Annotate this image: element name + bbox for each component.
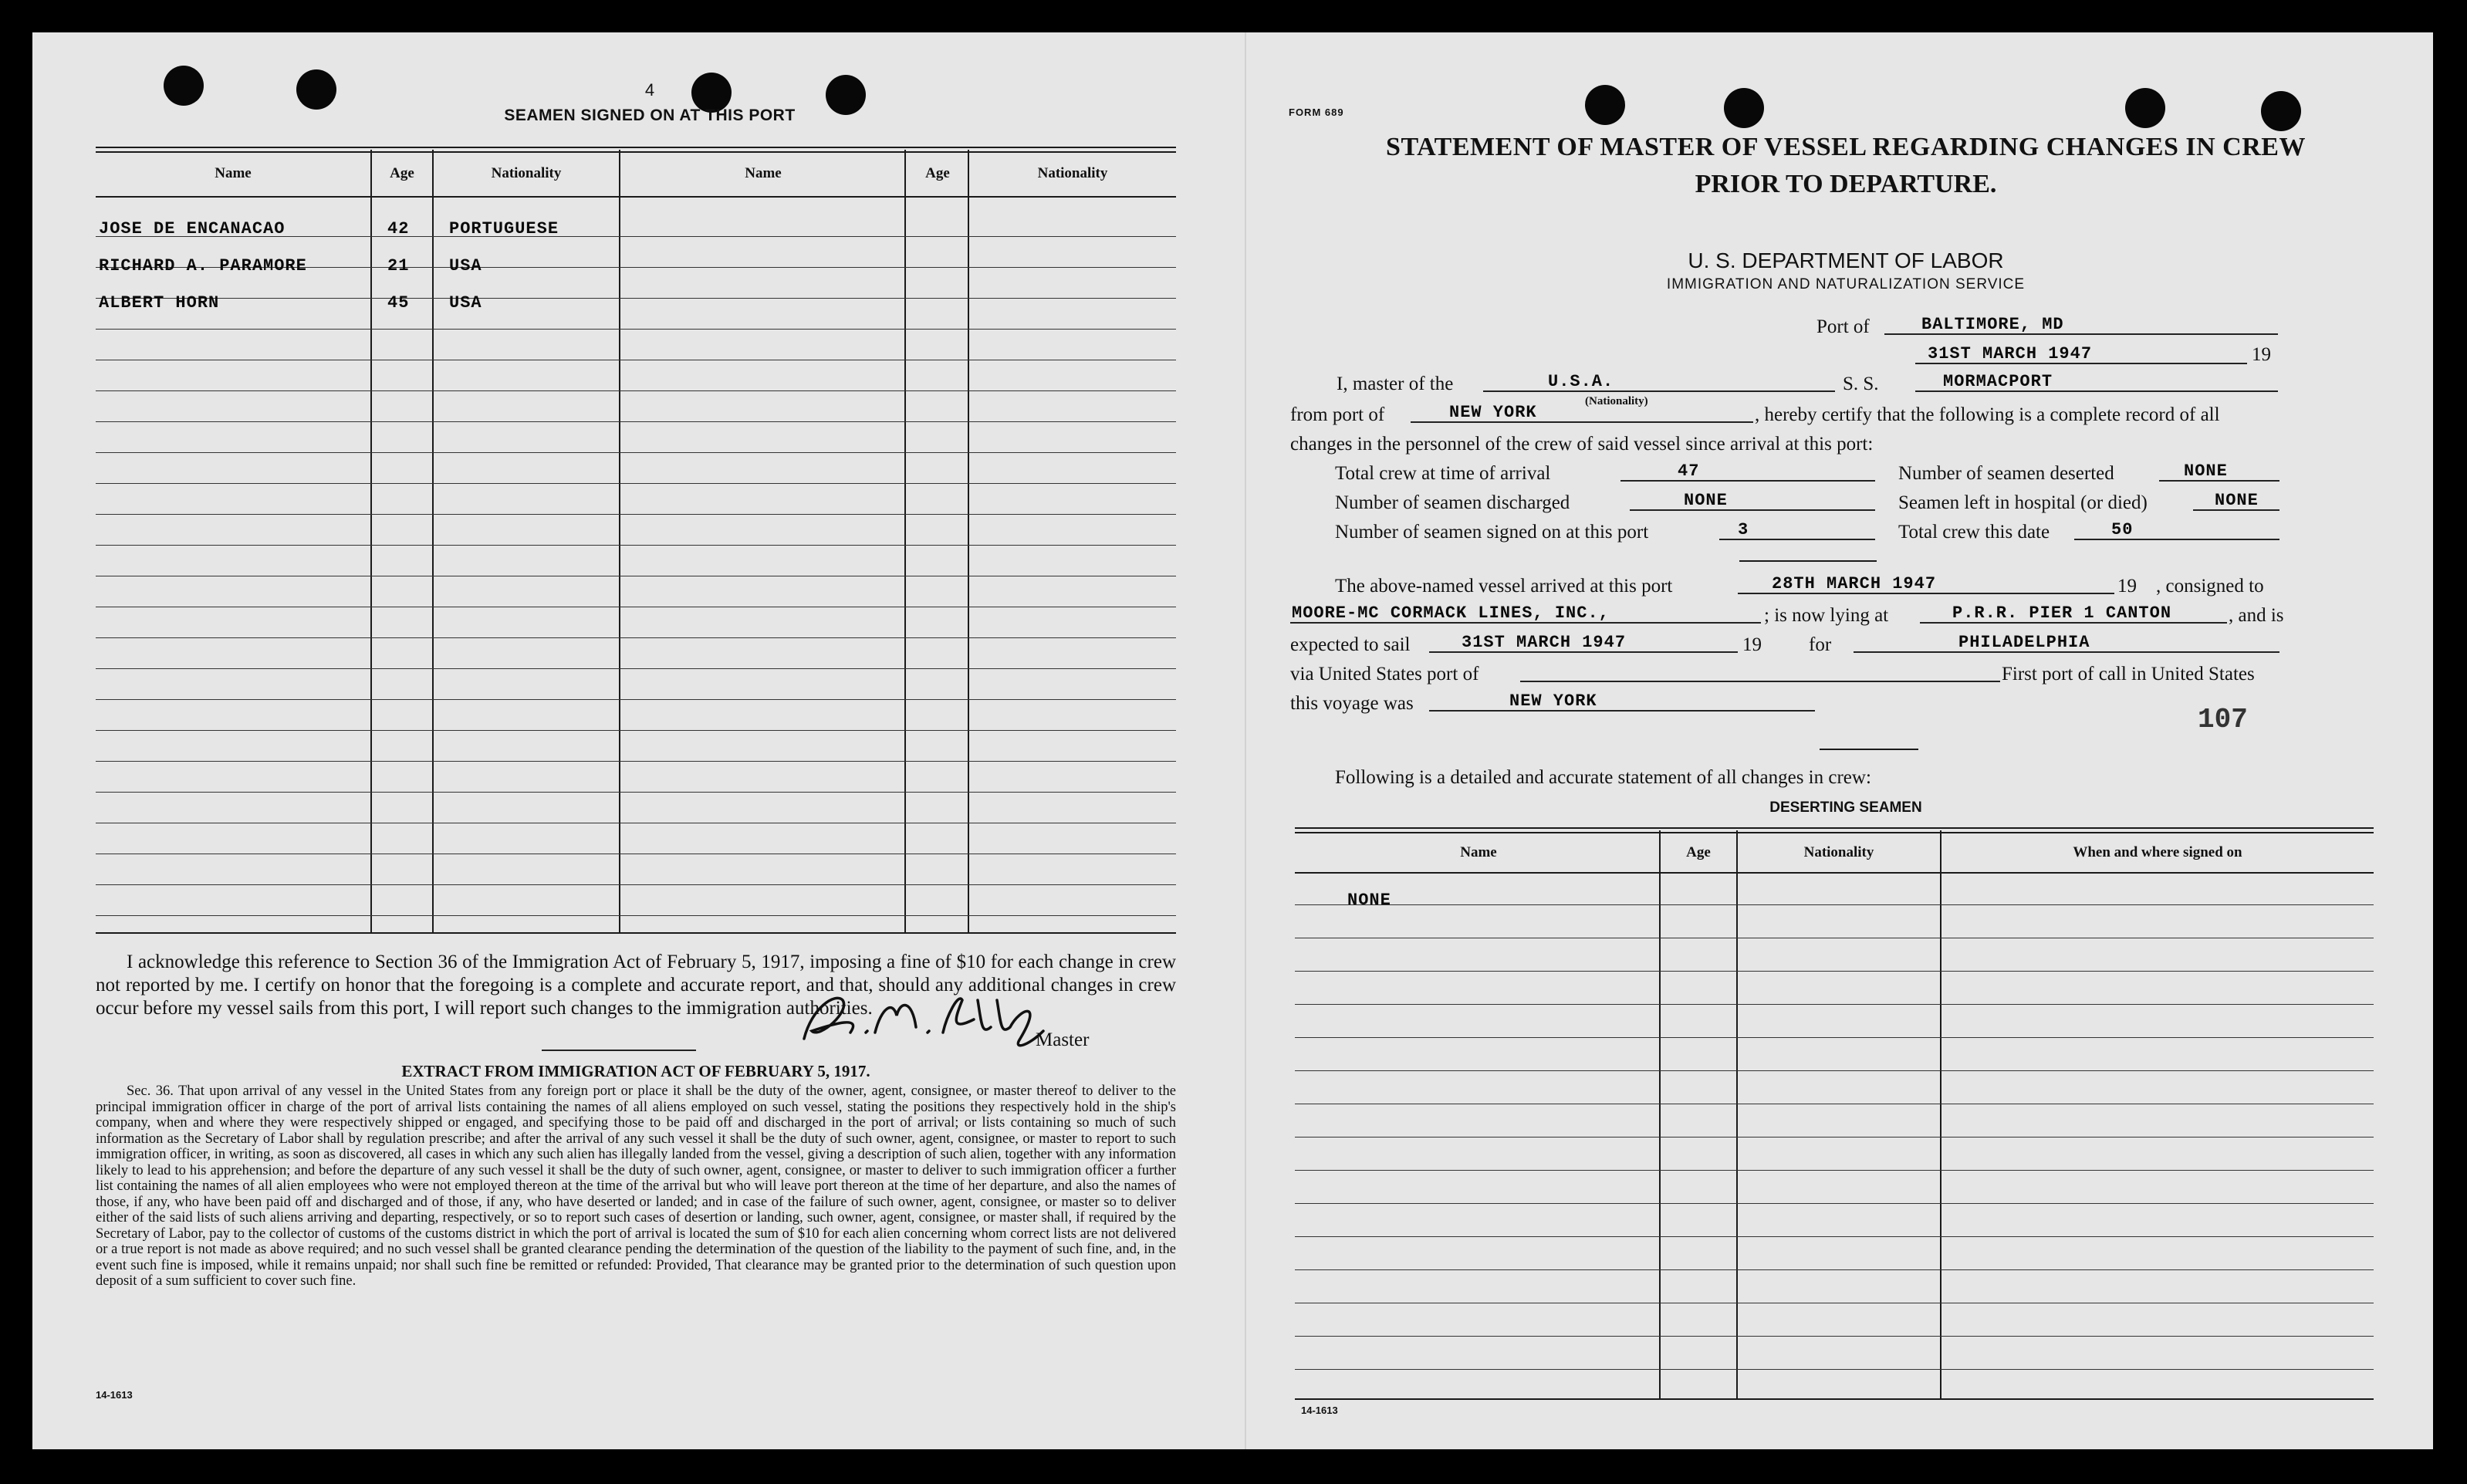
lying-value: P.R.R. PIER 1 CANTON bbox=[1952, 603, 2172, 623]
deserting-first-row: NONE bbox=[1347, 891, 1391, 910]
total-crew-arrival-value: 47 bbox=[1678, 461, 1700, 481]
deserting-column-signed-on: When and where signed on bbox=[2073, 844, 2242, 860]
crew-nationality: PORTUGUESE bbox=[449, 219, 559, 238]
hospital-label: Seamen left in hospital (or died) bbox=[1898, 492, 2148, 513]
punch-hole bbox=[2125, 88, 2165, 128]
punch-hole bbox=[1724, 88, 1764, 128]
certify-text: , hereby certify that the following is a complete record of all bbox=[1755, 404, 2220, 425]
table-row-line bbox=[96, 390, 1176, 391]
table-bottom-rule bbox=[1295, 1398, 2374, 1400]
table-row-line bbox=[96, 730, 1176, 731]
document-sheet bbox=[32, 32, 2433, 1449]
from-port-value: NEW YORK bbox=[1449, 403, 1537, 422]
and-is-label: , and is bbox=[2229, 605, 2284, 626]
table-bottom-rule bbox=[96, 932, 1176, 934]
table-row-line bbox=[96, 699, 1176, 700]
table-row-line bbox=[1295, 971, 2374, 972]
consignee-value: MOORE-MC CORMACK LINES, INC., bbox=[1292, 603, 1610, 623]
separator-rule bbox=[1739, 560, 1877, 562]
master-of-label: I, master of the bbox=[1337, 374, 1454, 394]
service-name: IMMIGRATION AND NATURALIZATION SERVICE bbox=[1666, 276, 2026, 292]
deserted-label: Number of seamen deserted bbox=[1898, 463, 2114, 484]
crew-name: RICHARD A. PARAMORE bbox=[99, 256, 307, 276]
table-row-line bbox=[1295, 1369, 2374, 1370]
table-row bbox=[99, 293, 219, 313]
crew-age: 21 bbox=[387, 256, 410, 276]
crew-age: 42 bbox=[387, 219, 410, 238]
column-header-name: Name bbox=[215, 165, 252, 181]
expected-label: expected to sail bbox=[1290, 634, 1411, 655]
column-divider bbox=[1659, 830, 1661, 1400]
port-label: Port of bbox=[1816, 316, 1870, 337]
table-row-line bbox=[96, 884, 1176, 885]
nationality-line bbox=[1483, 390, 1835, 392]
table-row-line bbox=[96, 792, 1176, 793]
nationality-caption: (Nationality) bbox=[1585, 395, 1648, 407]
punch-hole bbox=[1585, 85, 1625, 125]
page-fold bbox=[1245, 32, 1246, 1449]
extract-text: Sec. 36. That upon arrival of any vessel in the United States from any foreign port or place it shall be the duty of the owner, agent, consignee, or master thereof to deliver to the principal immigration officer in charge of the port of arrival lists containing the names of all aliens employed on such vessel, stating the positions they respectively hold in the ship's company, when and where they were respectively shipped or engaged, and specifying those to be paid off and discharged in the port of arrival; or lists containing so much of such information as the Secretary of Labor shall by regulation prescribe; and after the arrival of any such vessel it shall be the duty of such owner, agent, consignee, or master to report to such immigration officer, in writing, as soon as discovered, all cases in which any such alien has illegally landed from the vessel, giving a description of such alien, together with any information likely to lead to his apprehension; and before the departure of any such vessel it shall be the duty of such owner, agent, consignee, or master to deliver to such immigration officer a further list containing the names of all alien employees who were not employed thereon at the time of the arrival but who will leave port thereon at the time of her departure, and also the names of those, if any, who have been paid off and discharged and of those, if any, who have deserted or landed; and in case of the failure of such owner, agent, consignee, or master so to deliver either of the said lists of such aliens arriving and departing, respectively, or so to report such cases of desertion or landing, such owner, agent, consignee, or master shall, if required by the Secretary of Labor, pay to the collector of customs of the customs district in which the port of arrival is located the sum of $10 for each alien concerning whom correct lists are not delivered or a true report is not made as above required; and no such vessel shall be granted clearance pending the determination of the question of the liability to the payment of such fine, and, in the event such fine is imposed, while it remains unpaid; nor shall such fine be remitted or refunded: Provided, That clearance may be granted prior to the determination of such question upon deposit of a sum sufficient to cover such fine. bbox=[96, 1083, 1176, 1289]
table-row-line bbox=[1295, 1004, 2374, 1005]
extract-title: EXTRACT FROM IMMIGRATION ACT OF FEBRUARY 5, 1917. bbox=[401, 1062, 870, 1080]
page-number: 4 bbox=[644, 80, 655, 100]
table-row-line bbox=[96, 915, 1176, 916]
separator-rule bbox=[1820, 749, 1918, 750]
table-header-rule bbox=[96, 196, 1176, 198]
table-row-line bbox=[96, 545, 1176, 546]
table-top-rule bbox=[1295, 827, 2374, 829]
first-port-label: First port of call in United States bbox=[2002, 664, 2255, 685]
discharged-value: NONE bbox=[1684, 491, 1728, 510]
table-row-line bbox=[96, 452, 1176, 453]
arrived-label: The above-named vessel arrived at this port bbox=[1335, 576, 1673, 597]
expected-value: 31ST MARCH 1947 bbox=[1462, 633, 1627, 652]
via-label: via United States port of bbox=[1290, 664, 1479, 685]
lying-label: ; is now lying at bbox=[1764, 605, 1889, 626]
deserting-column-nationality: Nationality bbox=[1803, 844, 1874, 860]
left-heading: SEAMEN SIGNED ON AT THIS PORT bbox=[504, 106, 796, 124]
right-form-code: 14-1613 bbox=[1301, 1405, 1338, 1416]
table-row-line bbox=[1295, 1037, 2374, 1038]
changes-text: changes in the personnel of the crew of said vessel since arrival at this port: bbox=[1290, 434, 1874, 455]
table-row-line bbox=[1295, 1137, 2374, 1138]
table-row-line bbox=[96, 761, 1176, 762]
total-crew-arrival-label: Total crew at time of arrival bbox=[1335, 463, 1551, 484]
punch-hole bbox=[164, 66, 204, 106]
crew-name: JOSE DE ENCANACAO bbox=[99, 219, 286, 238]
total-crew-date-line bbox=[2074, 539, 2279, 540]
table-row-line bbox=[96, 668, 1176, 669]
deserting-column-name: Name bbox=[1460, 844, 1497, 860]
ss-label: S. S. bbox=[1843, 374, 1879, 394]
table-header-rule bbox=[1295, 872, 2374, 874]
table-row-line bbox=[1295, 904, 2374, 905]
discharged-line bbox=[1630, 509, 1875, 511]
table-row bbox=[99, 219, 285, 238]
master-label: Master bbox=[1036, 1029, 1090, 1050]
voyage-value: NEW YORK bbox=[1509, 691, 1597, 711]
expected-year-prefix: 19 bbox=[1742, 634, 1762, 655]
column-divider bbox=[1736, 830, 1738, 1400]
consigned-label: , consigned to bbox=[2156, 576, 2264, 597]
crew-nationality: USA bbox=[449, 256, 482, 276]
table-row-line bbox=[96, 298, 1176, 299]
table-top-rule bbox=[96, 151, 1176, 153]
table-row-line bbox=[96, 329, 1176, 330]
nationality-value: U.S.A. bbox=[1548, 372, 1614, 391]
table-row-line bbox=[1295, 1203, 2374, 1204]
table-row-line bbox=[1295, 1170, 2374, 1171]
form-number: FORM 689 bbox=[1289, 106, 1344, 118]
crew-age: 45 bbox=[387, 293, 410, 313]
table-row-line bbox=[1295, 1269, 2374, 1270]
column-divider bbox=[1940, 830, 1941, 1400]
voyage-line bbox=[1429, 710, 1815, 712]
left-form-code: 14-1613 bbox=[96, 1389, 133, 1401]
voyage-label: this voyage was bbox=[1290, 693, 1414, 714]
table-row-line bbox=[96, 483, 1176, 484]
total-crew-arrival-line bbox=[1620, 480, 1875, 482]
table-row-line bbox=[1295, 1236, 2374, 1237]
arrived-year-prefix: 19 bbox=[2117, 576, 2137, 597]
column-header-age: Age bbox=[925, 165, 950, 181]
total-crew-date-value: 50 bbox=[2111, 520, 2134, 539]
ss-value: MORMACPORT bbox=[1943, 372, 2053, 391]
table-row-line bbox=[1295, 1336, 2374, 1337]
following-text: Following is a detailed and accurate statement of all changes in crew: bbox=[1335, 767, 1871, 788]
via-line bbox=[1520, 681, 2000, 682]
signature-line bbox=[542, 1050, 696, 1051]
deserting-heading: DESERTING SEAMEN bbox=[1769, 799, 1922, 816]
for-value: PHILADELPHIA bbox=[1958, 633, 2090, 652]
signed-on-value: 3 bbox=[1738, 520, 1749, 539]
acknowledgment-text: I acknowledge this reference to Section 36 of the Immigration Act of February 5, 1917, imposing a fine of $10 for each change in crew not reported by me. I certify on honor that the foregoing is a complete and accurate report, and that, should any additional changes in crew occur before my vessel sails from this port, I will report such changes to the immigration authorities. bbox=[96, 952, 1176, 1019]
from-port-label: from port of bbox=[1290, 404, 1385, 425]
arrived-value: 28TH MARCH 1947 bbox=[1772, 574, 1937, 593]
table-row bbox=[99, 256, 307, 276]
total-crew-date-label: Total crew this date bbox=[1898, 522, 2050, 543]
form-subtitle: PRIOR TO DEPARTURE. bbox=[1695, 170, 1997, 198]
deserted-value: NONE bbox=[2184, 461, 2228, 481]
stamp-number: 107 bbox=[2198, 704, 2248, 735]
signed-on-label: Number of seamen signed on at this port bbox=[1335, 522, 1649, 543]
column-header-nationality: Nationality bbox=[491, 165, 562, 181]
for-label: for bbox=[1809, 634, 1832, 655]
column-header-age: Age bbox=[390, 165, 414, 181]
table-row-line bbox=[96, 514, 1176, 515]
hospital-value: NONE bbox=[2215, 491, 2259, 510]
table-top-rule bbox=[1295, 832, 2374, 833]
crew-nationality: USA bbox=[449, 293, 482, 313]
form-title: STATEMENT OF MASTER OF VESSEL REGARDING CHANGES IN CREW bbox=[1386, 133, 2306, 161]
table-top-rule bbox=[96, 147, 1176, 148]
department-name: U. S. DEPARTMENT OF LABOR bbox=[1688, 248, 2004, 272]
table-row-line bbox=[96, 637, 1176, 638]
punch-hole bbox=[2261, 91, 2301, 131]
master-signature bbox=[789, 985, 1066, 1054]
column-header-name: Name bbox=[745, 165, 782, 181]
deserting-column-age: Age bbox=[1686, 844, 1711, 860]
date-value: 31ST MARCH 1947 bbox=[1928, 344, 2093, 363]
port-value: BALTIMORE, MD bbox=[1921, 315, 2064, 334]
table-row-line bbox=[96, 421, 1176, 422]
date-year-prefix: 19 bbox=[2252, 344, 2271, 365]
crew-name: ALBERT HORN bbox=[99, 293, 220, 313]
table-row-line bbox=[1295, 1070, 2374, 1071]
discharged-label: Number of seamen discharged bbox=[1335, 492, 1570, 513]
column-header-nationality: Nationality bbox=[1037, 165, 1108, 181]
punch-hole bbox=[296, 69, 336, 110]
